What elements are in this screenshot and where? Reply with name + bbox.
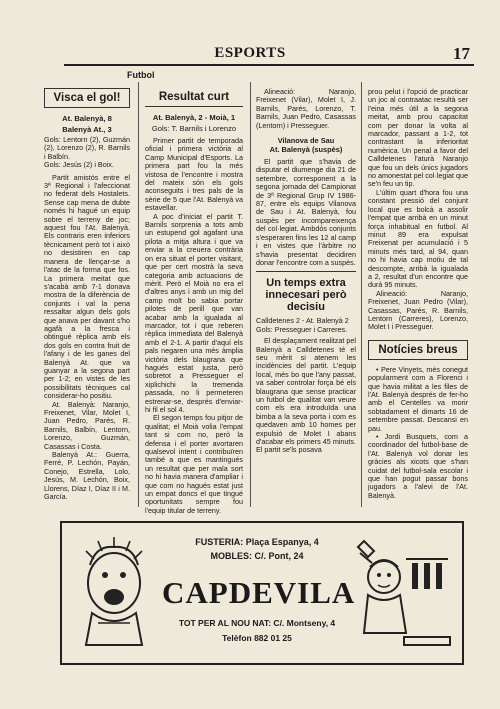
paragraph: prou pelut i l'opció de practicar un joc al contraatac resultà ser l'eina més útil a la segona meitat, amb prou capacitat com per donar la volta al marcador, passant a 1-2, tot contrastant la inferioritat numèrica. Un penal a favor del Calldetenes l'aturà Naranjo que fou un dels únics jugadors no amonestat pel col·legiat que se'n feu un tip.	[368, 87, 468, 189]
article-title: Vilanova de Sau	[277, 136, 335, 146]
lineup: Balenyà At.: Guerra, Ferré, P. Lechón, Payán, Conejo, Estrella, Lolo, Jesús, M. Lechón, Boix, Llorens, Díaz I, Díaz II i M. García.	[44, 450, 130, 502]
baby-illustration-icon	[72, 533, 157, 655]
paragraph: El desplaçament realitzat pel Balenyà a Calldetenes té el seu mèrit si atenem les incidències del partit. L'equip local, més bo que l'any passat, va saber controlar força bé els blaugrana que sense practicar un futbol de qualitat van veure com els era introduïda una bimba a la seva porta i com es quedaven amb 10 homes per expulsió de Molet I abans d'acabar els primers 45 minuts. El partit se'ls posava	[256, 336, 356, 455]
paragraph: A poc d'iniciat el partit T. Barnils sorprenia a tots amb un estupend gol agafant una pilota a mitja altura i que va enviar a la creuera contrària on era situat el porter visitant, que per cert mostrà la seva categoria amb actuacions de mèrit. Però el Moià no era el d'altres anys i amb un mig del camp molt bo sabia portar pilotes de perill que van acabar amb la igualada al marcador, tot i que reberen rèplica immediata del Balenyà amb el 2-1. A partir d'aquí els pals negaren una més àmplia victòria dels blaugrana que hagués estat justa, però sobretot a Presseguer el xiplichichi la tremenda passada, no li permeteren estrenar-se, després d'enviar-hi fil el sol 4.	[145, 211, 243, 414]
column-divider	[361, 82, 362, 507]
score-line: At. Balenyà, 2 - Moià, 1	[152, 113, 236, 122]
score-line: Calldetenes 2 - At. Balenyà 2	[256, 316, 349, 326]
goals: Gols: T. Barnils i Lorenzo	[151, 124, 237, 133]
advertisement	[60, 521, 464, 665]
paragraph: Primer partit de temporada oficial i primera victòria al Camp Municipal d'Esports. La primera part fou la més vistosa de l'encontre i mostra del mateix són els gols aconseguits i tres pals de la sèrie de 5 que l'At. Balenyà va estavellar.	[145, 136, 243, 213]
score-line: Balenyà At., 3	[62, 125, 112, 134]
page-number: 17	[453, 44, 470, 63]
column-divider	[250, 82, 251, 507]
article-title: Visca el gol!	[44, 88, 130, 108]
header-rule	[64, 64, 474, 66]
ad-line: MOBLES: C/. Pont, 24	[210, 551, 304, 561]
article-column-4	[368, 88, 468, 500]
ad-brand: CAPDEVILA	[162, 575, 356, 610]
paragraph: Partit amistós entre el 3ª Regional i l'afeccionat no federat dels Hostalets. Sense cap mena de dubte només hi hagué un equip sobre el terreny de joc; aquest fou l'At. Balenyà. Els contraris eren inferiors tècnicament però tot i això no desistiren en cap manera de llençar-se a l'atac de la forma que fos. La primera meitat que s'acabà amb 7-1 donava mostra de la diferència de conjunts i val la pena ressaltar algun dels gols que anava per davant s'ho agafà a la fresca i obtingué rèplica amb els dos gols en contra fruit de l'afany i de les ganes del Balenyà At. que va guanyar a la segona part per 1-2; en vistes de les possibilitats tècniques cal considerar-ho positiu.	[44, 172, 130, 401]
ad-line: TOT PER AL NOU NAT: C/. Montseny, 4	[178, 618, 336, 628]
section-title: ESPORTS	[214, 45, 286, 61]
goals: Gols: Presseguer i Carreres.	[256, 324, 348, 334]
news-item: • Jordi Busquets, com a coordinador del futbol-base de l'At. Balenyà vol donar les gràcies als xicots que s'han cuidat del futbol-sala escolar i que han pogut passar bons jugadors a l'alevi de l'At. Balenyà.	[368, 432, 468, 500]
ad-phone: Telèfon 882 01 25	[222, 633, 292, 643]
lineup: Alineació: Naranjo, Freixenet (Vilar), Molet I, J. Barnils, Parés, Lorenzo, T. Barnils, Juan Pedro, Casassas (Lentorn) i Presseguer.	[256, 87, 356, 130]
goals: Gols: Jesús (2) i Boix.	[44, 160, 114, 170]
article-title: Notícies breus	[368, 340, 468, 360]
article-subtitle: At. Balenyà (suspès)	[269, 145, 343, 155]
paragraph: El segon temps fou pitjor de qualitat; el Moià volia l'empat tant si com no, però la defensa i el porter avortaren qualsevol intent i contribuïren també a que es mantingués un resultat que per mala sort no hi havia manera d'ampliar i que com no hagués estat just un empat doncs el que tingué oportunitats sempre fou l'equip titular de terreny.	[145, 413, 243, 515]
article-title: Un temps extra innecesari però decisiu	[256, 271, 356, 313]
goals: Gols: Lentorn (2), Guzmán (2), Lorenzo (2), R. Barnils i Balbín.	[44, 135, 130, 161]
paragraph: El partit que s'havia de disputar el diumenge dia 21 de setembre, corresponent a la segona jornada del Campionat de 3ª Regional Grup IV 1986-87, entre els equips Vilanova de Sau i At. Balenyà, fou suspès per incompareixença del col·legiat. Ambdós conjunts s'esperaren fins les 12 al camp i en vistes que l'àrbitre no s'havia presentat decidiren donar l'encontre com a suspès.	[256, 157, 356, 267]
article-title: Resultat curt	[145, 88, 243, 107]
article-column-3	[256, 88, 356, 455]
lineup: At. Balenyà: Naranjo, Freixenet, Vilar, Molet I, Juan Pedro, Parés, R. Barnils, Balbín, Lentorn, Lorenzo, Guzmán, Casassas i Costa.	[44, 399, 130, 451]
lineup: Alineació: Naranjo, Freixenet, Juan Pedro (Vilar), Casassas, Parés, R. Barnils, Lentorn (Carreres), Lorenzo, Molet I i Presseguer.	[368, 288, 468, 332]
paragraph: L'últim quart d'hora fou una constant pressió del conjunt local que es bolcà a assolir l'empat que arribà en un minut força inhabitual en futbol. Al minut 89 era expulsat Freixenat per acumulació i 5 minuts més tard, al 94, quan no hi havia cap motiu de tal descompte, arribà la igualada a 2, resultat d'un encontre que durà 95 minuts.	[368, 187, 468, 290]
subsection-label: Futbol	[127, 70, 155, 80]
carpenter-illustration-icon	[354, 533, 454, 655]
ad-line: FUSTERIA: Plaça Espanya, 4	[195, 537, 319, 547]
column-divider	[138, 82, 139, 507]
article-visca-el-gol	[44, 88, 130, 501]
news-item: • Pere Vinyets, més conegut popularment com a Florenci i que havia militat a les files de l'At. Balenyà després de fer-ho amb el Centelles va morir sobtadament el dimarts 16 de setembre passat. Descansi en pau.	[368, 364, 468, 433]
article-resultat-curt	[145, 88, 243, 515]
score-line: At. Balenyà, 8	[62, 114, 112, 123]
